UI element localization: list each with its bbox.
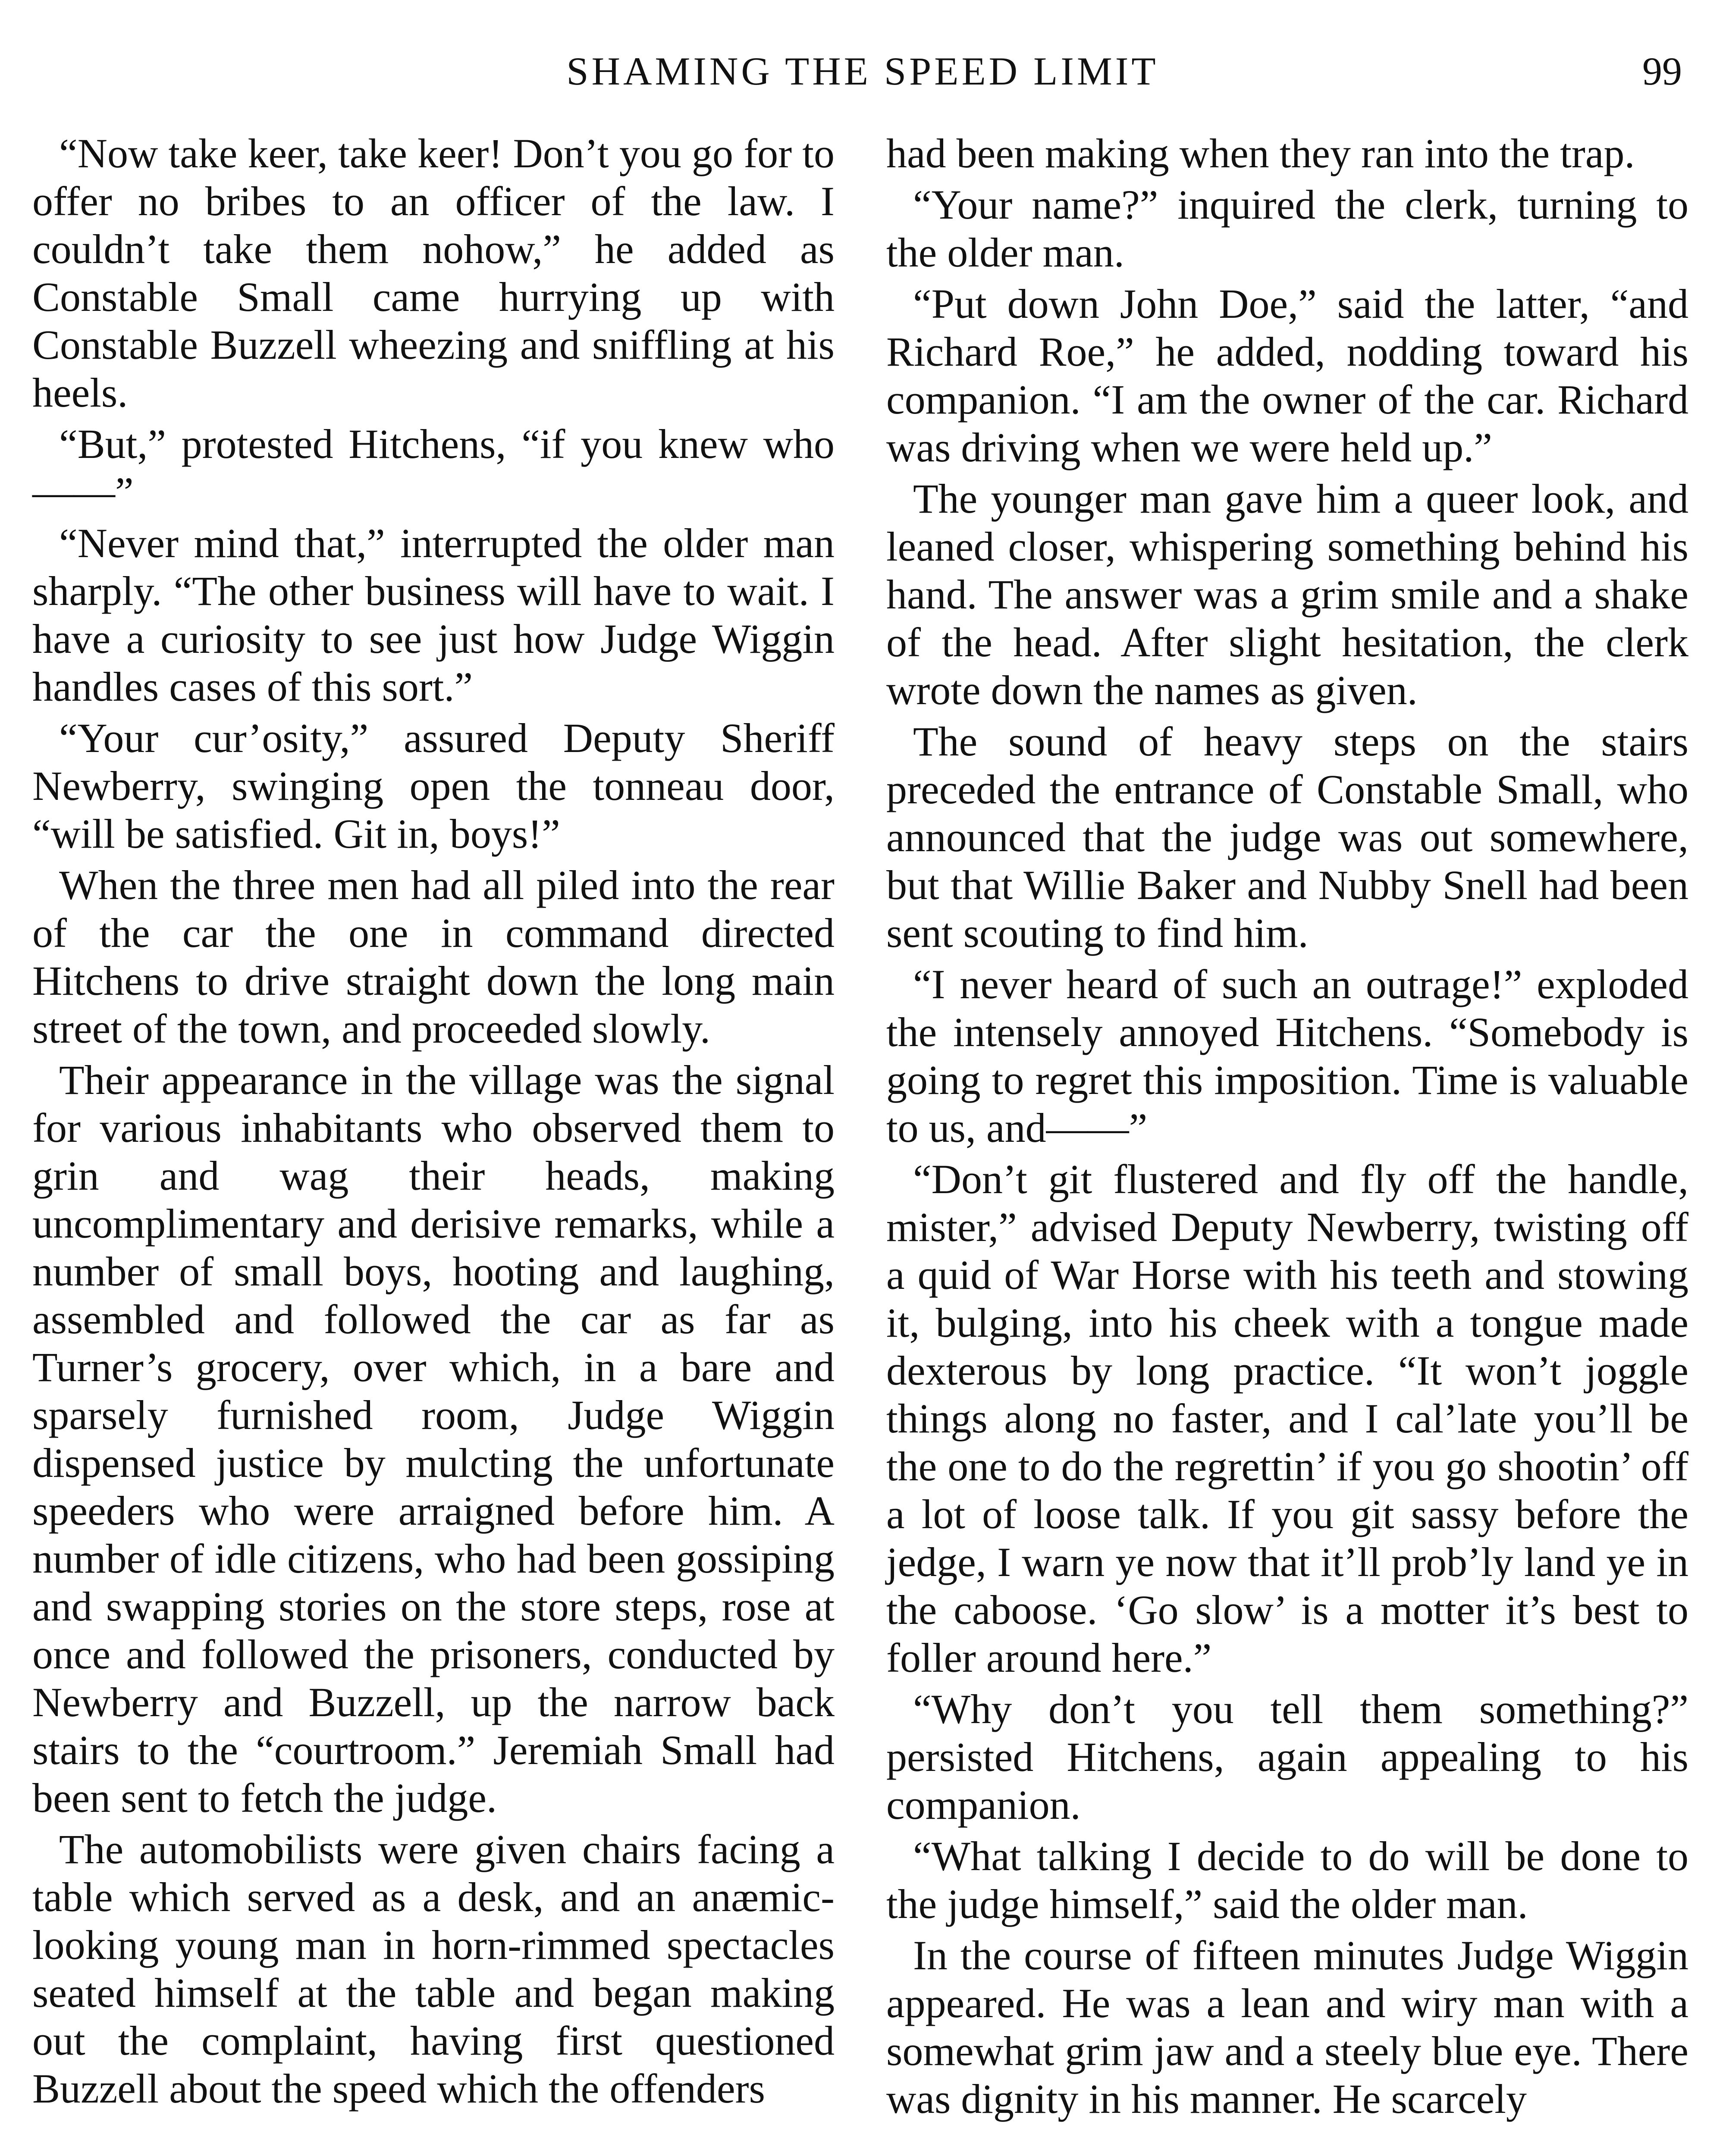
- paragraph: “Your name?” inquired the clerk, turning to the older man.: [886, 182, 1688, 276]
- paragraph: “What talking I decide to do will be done to the judge himself,” said the older man.: [886, 1833, 1688, 1927]
- continued-paragraph: had been making when they ran into the trap.: [886, 130, 1635, 176]
- paragraph: The automobilists were given chairs facing a table which served as a desk, and an anæmic-looking young man in horn-rimmed spectacles seated himself at the table and began making out the complaint, having first questioned Buzzell about the speed which the offenders: [32, 1826, 835, 2112]
- page-number: 99: [1642, 49, 1682, 93]
- paragraph: “I never heard of such an outrage!” exploded the intensely annoyed Hitchens. “Somebody is going to regret this imposition. Time is valuable to us, and——”: [886, 961, 1688, 1151]
- paragraph: Their appearance in the village was the signal for various inhabitants who observed them to grin and wag their heads, making uncomplimentary and derisive remarks, while a number of small boys, hooting and laughing, assembled and followed the car as far as Turner’s grocery, over which, in a bare and sparsely furnished room, Judge Wiggin dispensed justice by mulcting the unfortunate speeders who were arraigned before him. A number of idle citizens, who had been gossiping and swapping stories on the store steps, rose at once and followed the prisoners, conducted by Newberry and Buzzell, up the narrow back stairs to the “courtroom.” Jeremiah Small had been sent to fetch the judge.: [32, 1057, 835, 1821]
- paragraph: “Don’t git flustered and fly off the handle, mister,” advised Deputy Newberry, twisting off a quid of War Horse with his teeth and stowing it, bulging, into his cheek with a tongue made dexterous by long practice. “It won’t joggle things along no faster, and I cal’late you’ll be the one to do the regrettin’ if you go shootin’ off a lot of loose talk. If you git sassy before the jedge, I warn ye now that it’ll prob’ly land ye in the caboose. ‘Go slow’ is a motter it’s best to foller around here.”: [886, 1156, 1688, 1681]
- paragraph: “Never mind that,” interrupted the older man sharply. “The other business will have to wait. I have a curiosity to see just how Judge Wiggin handles cases of this sort.”: [32, 520, 835, 710]
- paragraph: The younger man gave him a queer look, and leaned closer, whispering something behind his hand. The answer was a grim smile and a shake of the head. After slight hesitation, the clerk wrote down the names as given.: [886, 476, 1688, 713]
- paragraph: The sound of heavy steps on the stairs preceded the entrance of Constable Small, who announced that the judge was out somewhere, but that Willie Baker and Nubby Snell had been sent scouting to find him.: [886, 718, 1688, 956]
- paragraph: “Why don’t you tell them something?” persisted Hitchens, again appealing to his companion.: [886, 1686, 1688, 1828]
- paragraph: “But,” protested Hitchens, “if you knew who——”: [32, 421, 835, 515]
- running-title: SHAMING THE SPEED LIMIT: [566, 49, 1159, 93]
- paragraph: When the three men had all piled into the rear of the car the one in command directed Hitchens to drive straight down the long main street of the town, and proceeded slowly.: [32, 862, 835, 1052]
- paragraph: “Put down John Doe,” said the latter, “and Richard Roe,” he added, nodding toward his companion. “I am the owner of the car. Richard was driving when we were held up.”: [886, 281, 1688, 470]
- left-column: [32, 129, 835, 2116]
- paragraph: In the course of fifteen minutes Judge Wiggin appeared. He was a lean and wiry man with a somewhat grim jaw and a steely blue eye. There was dignity in his manner. He scarcely: [886, 1932, 1688, 2122]
- running-head: [35, 41, 1691, 101]
- paragraph: “Now take keer, take keer! Don’t you go for to offer no bribes to an officer of the law. I couldn’t take them nohow,” he added as Constable Small came hurrying up with Constable Buzzell wheezing and sniffling at his heels.: [32, 130, 835, 416]
- paragraph: “Your cur’osity,” assured Deputy Sheriff Newberry, swinging open the tonneau door, “will be satisfied. Git in, boys!”: [32, 715, 835, 857]
- right-column: [886, 129, 1688, 2126]
